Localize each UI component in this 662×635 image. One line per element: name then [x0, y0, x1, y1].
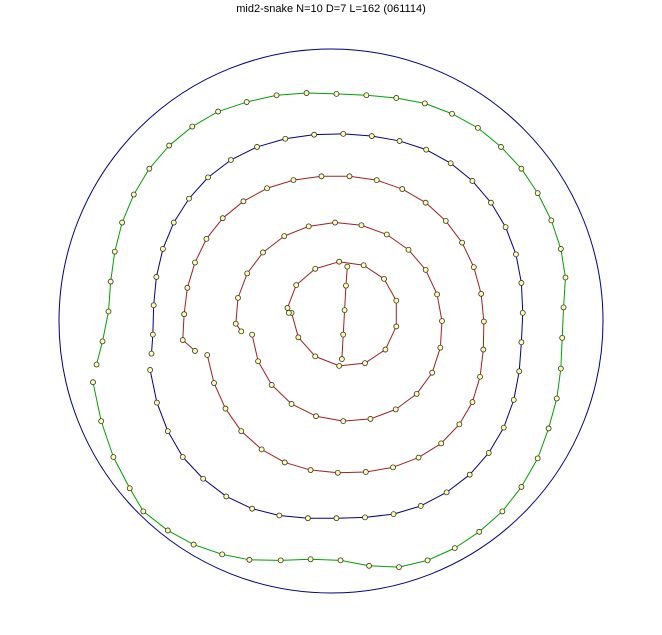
data-point-marker [233, 321, 238, 326]
data-point-marker [106, 309, 111, 314]
data-point-marker [457, 422, 462, 427]
data-point-marker [154, 400, 159, 405]
data-point-marker [99, 419, 104, 424]
data-point-marker [245, 271, 250, 276]
data-point-marker [500, 509, 505, 514]
data-point-marker [423, 200, 428, 205]
data-point-marker [397, 565, 402, 570]
data-point-marker [406, 247, 411, 252]
data-point-marker [147, 166, 152, 171]
data-point-marker [304, 91, 309, 96]
data-point-marker [535, 191, 540, 196]
data-point-marker [165, 528, 170, 533]
data-point-marker [312, 132, 317, 137]
data-point-marker [391, 465, 396, 470]
data-point-marker [394, 298, 399, 303]
data-point-marker [391, 512, 396, 517]
data-point-marker [503, 225, 508, 230]
data-point-marker [148, 367, 153, 372]
data-point-marker [481, 319, 486, 324]
data-point-marker [561, 305, 566, 310]
data-point-marker [216, 109, 221, 114]
data-point-marker [228, 157, 233, 162]
data-point-marker [369, 134, 374, 139]
data-point-marker [488, 200, 493, 205]
plot-area [0, 18, 662, 635]
data-point-marker [313, 354, 318, 359]
data-point-marker [418, 503, 423, 508]
data-point-marker [277, 513, 282, 518]
data-point-marker [347, 174, 352, 179]
data-point-marker [558, 246, 563, 251]
data-point-marker [239, 429, 244, 434]
data-point-marker [452, 546, 457, 551]
data-point-marker [499, 144, 504, 149]
data-point-marker [150, 332, 155, 337]
data-point-marker [201, 476, 206, 481]
data-point-marker [341, 419, 346, 424]
data-point-marker [519, 280, 524, 285]
data-point-marker [187, 196, 192, 201]
data-point-marker [337, 259, 342, 264]
data-point-marker [479, 291, 484, 296]
chart-title: mid2-snake N=10 D=7 L=162 (061114) [236, 3, 426, 15]
data-point-marker [220, 216, 225, 221]
data-point-marker [384, 232, 389, 237]
data-point-marker [154, 274, 159, 279]
data-point-marker [285, 305, 290, 310]
data-point-marker [519, 484, 524, 489]
data-point-marker [274, 93, 279, 98]
series-inner-red-snake [180, 174, 486, 475]
data-point-marker [224, 494, 229, 499]
data-point-marker [397, 138, 402, 143]
data-point-marker [193, 348, 198, 353]
data-point-marker [425, 558, 430, 563]
data-point-marker [439, 319, 444, 324]
data-point-marker [94, 362, 99, 367]
data-point-marker [359, 223, 364, 228]
data-point-marker [259, 447, 264, 452]
data-point-marker [424, 147, 429, 152]
data-point-marker [343, 283, 348, 288]
data-point-marker [283, 136, 288, 141]
data-point-marker [308, 468, 313, 473]
data-point-marker [341, 332, 346, 337]
data-point-marker [513, 252, 518, 257]
data-point-marker [296, 335, 301, 340]
data-point-marker [191, 542, 196, 547]
data-point-marker [511, 397, 516, 402]
data-point-marker [520, 310, 525, 315]
data-point-marker [374, 178, 379, 183]
data-point-marker [444, 490, 449, 495]
data-point-marker [342, 308, 347, 313]
data-point-marker [223, 406, 228, 411]
data-point-marker [108, 279, 113, 284]
data-point-marker [439, 441, 444, 446]
data-point-marker [193, 260, 198, 265]
data-point-marker [486, 450, 491, 455]
data-point-marker [535, 456, 540, 461]
data-point-marker [519, 166, 524, 171]
snake-plot-svg [0, 18, 662, 635]
data-point-marker [364, 93, 369, 98]
data-point-marker [204, 236, 209, 241]
data-point-marker [185, 285, 190, 290]
data-point-marker [149, 351, 154, 356]
data-point-marker [100, 339, 105, 344]
data-point-marker [471, 265, 476, 270]
data-point-marker [414, 391, 419, 396]
polyline-core-red-spiral [236, 223, 442, 422]
data-point-marker [220, 552, 225, 557]
polyline-outer-green-snake [93, 93, 565, 567]
data-point-marker [448, 161, 453, 166]
data-point-marker [261, 250, 266, 255]
data-point-marker [190, 124, 195, 129]
data-point-marker [400, 187, 405, 192]
data-point-marker [308, 557, 313, 562]
data-point-marker [416, 455, 421, 460]
data-point-marker [467, 472, 472, 477]
data-point-marker [339, 357, 344, 362]
data-point-marker [127, 486, 132, 491]
data-point-marker [256, 359, 261, 364]
data-point-marker [250, 506, 255, 511]
data-point-marker [282, 234, 287, 239]
data-point-marker [563, 275, 568, 280]
data-point-marker [546, 426, 551, 431]
data-point-marker [361, 263, 366, 268]
data-point-marker [554, 396, 559, 401]
data-point-marker [430, 370, 435, 375]
data-point-marker [151, 303, 156, 308]
data-point-marker [450, 111, 455, 116]
data-point-marker [549, 218, 554, 223]
data-point-marker [286, 310, 291, 315]
data-point-marker [337, 363, 342, 368]
data-point-marker [239, 329, 244, 334]
series-middle-blue-snake [148, 131, 526, 520]
data-point-marker [367, 563, 372, 568]
data-point-marker [338, 558, 343, 563]
data-point-marker [435, 292, 440, 297]
data-point-marker [120, 220, 125, 225]
data-point-marker [333, 220, 338, 225]
data-point-marker [160, 246, 165, 251]
data-point-marker [247, 557, 252, 562]
data-point-marker [205, 353, 210, 358]
data-point-marker [341, 131, 346, 136]
data-point-marker [250, 332, 255, 337]
series-center-stub [339, 264, 349, 361]
data-point-marker [394, 95, 399, 100]
data-point-marker [334, 516, 339, 521]
data-point-marker [470, 400, 475, 405]
data-point-marker [244, 100, 249, 105]
data-point-marker [383, 347, 388, 352]
data-point-marker [519, 340, 524, 345]
data-point-marker [470, 178, 475, 183]
data-point-marker [460, 240, 465, 245]
data-point-marker [481, 347, 486, 352]
data-point-marker [438, 345, 443, 350]
data-point-marker [334, 91, 339, 96]
data-point-marker [558, 366, 563, 371]
data-point-marker [314, 414, 319, 419]
data-point-marker [269, 382, 274, 387]
data-point-marker [313, 266, 318, 271]
data-point-marker [394, 324, 399, 329]
data-point-marker [112, 249, 117, 254]
data-point-marker [180, 338, 185, 343]
data-point-marker [393, 407, 398, 412]
data-point-marker [363, 361, 368, 366]
data-point-marker [335, 470, 340, 475]
series-outer-green-snake [91, 91, 568, 570]
data-point-marker [165, 429, 170, 434]
data-point-marker [501, 425, 506, 430]
data-point-marker [443, 218, 448, 223]
data-point-marker [423, 267, 428, 272]
data-point-marker [212, 381, 217, 386]
data-point-marker [345, 264, 350, 269]
data-point-marker [560, 335, 565, 340]
data-point-marker [422, 101, 427, 106]
data-point-marker [478, 374, 483, 379]
data-point-marker [255, 144, 260, 149]
data-point-marker [167, 143, 172, 148]
data-point-marker [475, 125, 480, 130]
data-point-marker [363, 515, 368, 520]
data-point-marker [206, 175, 211, 180]
data-point-marker [477, 529, 482, 534]
polyline-middle-blue-snake [150, 134, 523, 518]
data-point-marker [91, 380, 96, 385]
data-point-marker [306, 224, 311, 229]
data-point-marker [235, 295, 240, 300]
data-point-marker [171, 220, 176, 225]
data-point-marker [319, 174, 324, 179]
data-point-marker [382, 276, 387, 281]
data-point-marker [278, 558, 283, 563]
data-point-marker [265, 186, 270, 191]
data-point-marker [182, 312, 187, 317]
data-point-marker [517, 369, 522, 374]
data-point-marker [241, 199, 246, 204]
data-point-marker [305, 516, 310, 521]
data-point-marker [291, 178, 296, 183]
data-point-marker [289, 401, 294, 406]
data-point-marker [363, 469, 368, 474]
data-point-marker [131, 192, 136, 197]
data-point-marker [368, 416, 373, 421]
data-point-marker [141, 509, 146, 514]
data-point-marker [282, 460, 287, 465]
data-point-marker [294, 283, 299, 288]
series-core-red-spiral [233, 220, 444, 424]
data-point-marker [180, 455, 185, 460]
data-point-marker [111, 455, 116, 460]
